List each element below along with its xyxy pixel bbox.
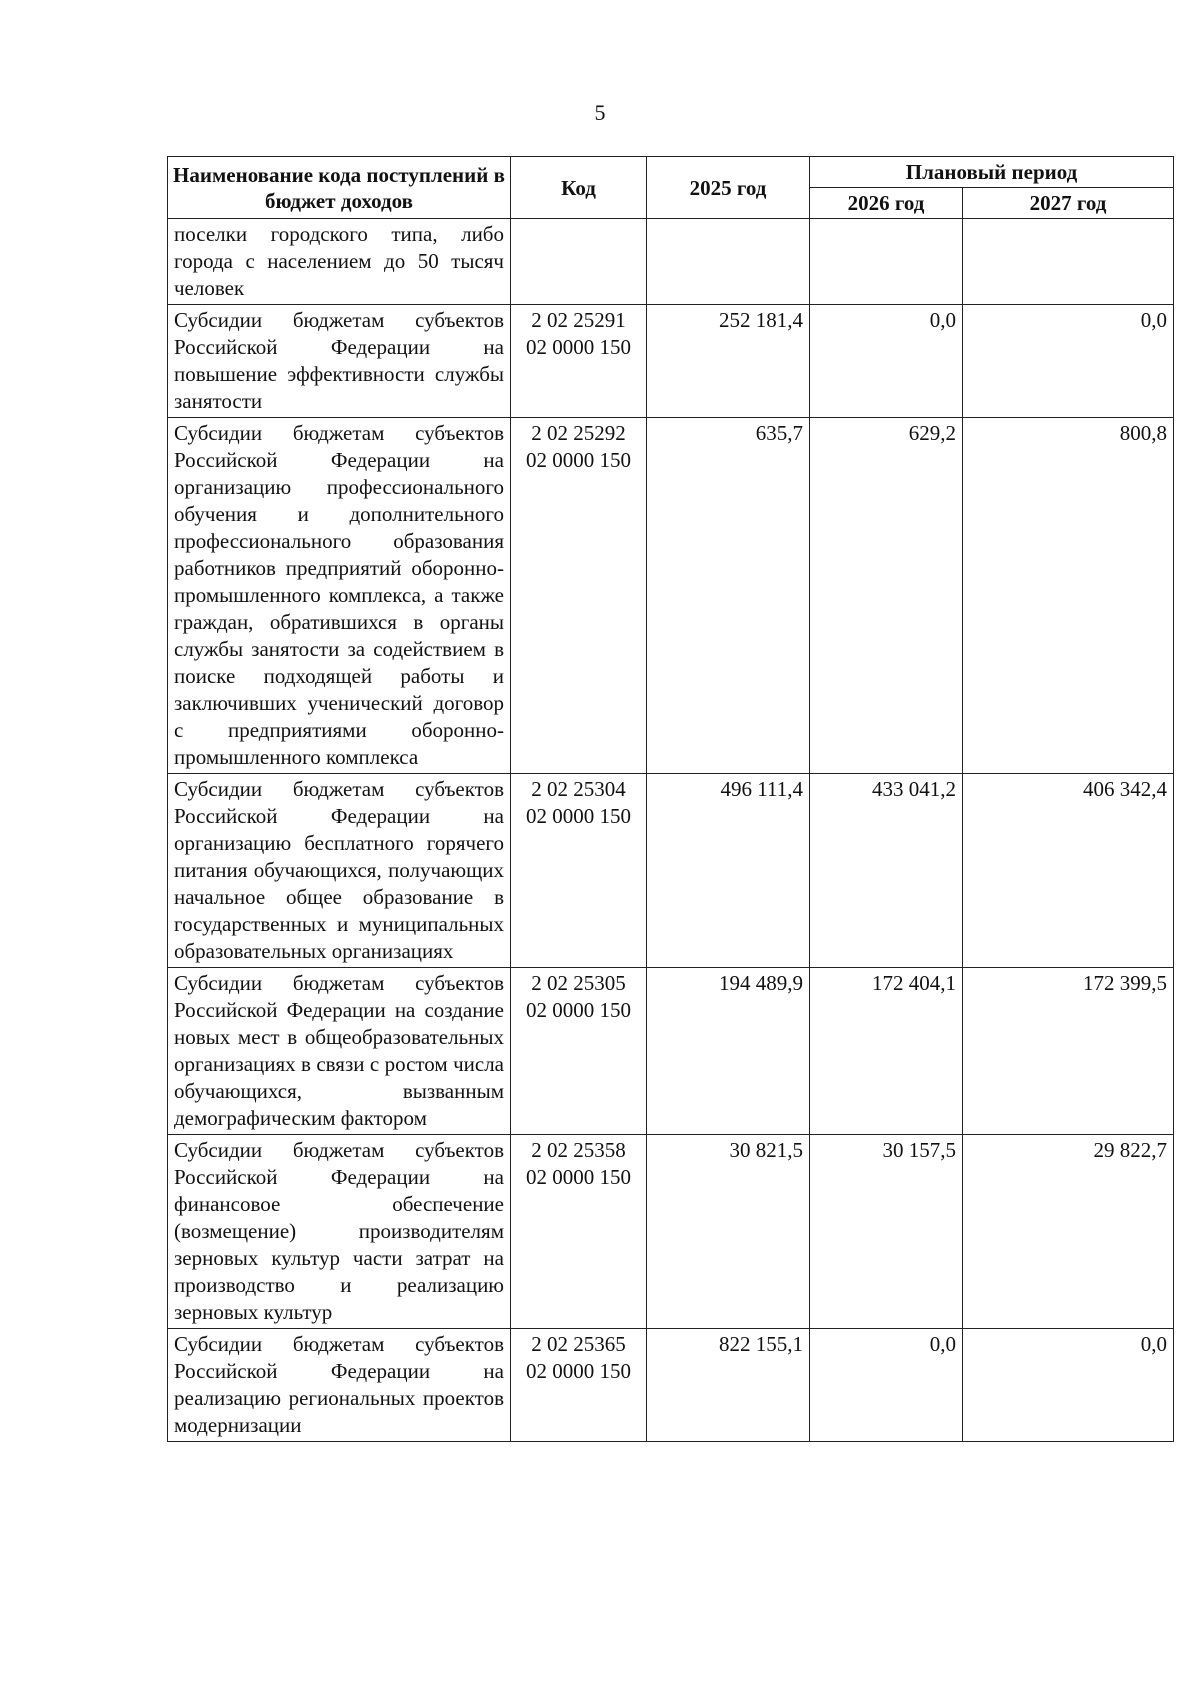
value-2025: 635,7 xyxy=(647,418,810,774)
revenue-code xyxy=(511,305,647,418)
revenue-name: Субсидии бюджетам субъектов Российской Федерации на организацию бесплатного горячего питания обучающихся, получающих начальное общее образование в государственных и муниципальных образовательных организациях xyxy=(168,774,511,968)
code-part-2: 02 0000 150 xyxy=(526,448,631,472)
revenue-code xyxy=(511,968,647,1135)
value-2027: 29 822,7 xyxy=(963,1135,1174,1329)
code-part-2: 02 0000 150 xyxy=(526,804,631,828)
table-row xyxy=(168,219,1174,305)
revenue-table xyxy=(167,156,1174,1442)
value-2027: 800,8 xyxy=(963,418,1174,774)
value-2027: 0,0 xyxy=(963,1329,1174,1442)
value-2026: 433 041,2 xyxy=(810,774,963,968)
revenue-code xyxy=(511,219,647,305)
value-2025: 822 155,1 xyxy=(647,1329,810,1442)
revenue-code xyxy=(511,1135,647,1329)
table-body xyxy=(168,219,1174,1442)
code-part-1: 2 02 25291 xyxy=(531,308,626,332)
table-row xyxy=(168,418,1174,774)
code-part-1: 2 02 25305 xyxy=(531,971,626,995)
table-row xyxy=(168,968,1174,1135)
value-2026 xyxy=(810,219,963,305)
revenue-name: Субсидии бюджетам субъектов Российской Федерации на создание новых мест в общеобразовательных организациях в связи с ростом числа обучающихся, вызванным демографическим фактором xyxy=(168,968,511,1135)
revenue-code xyxy=(511,774,647,968)
header-name: Наименование кода поступлений в бюджет доходов xyxy=(168,157,511,219)
table-row xyxy=(168,1135,1174,1329)
table-row xyxy=(168,1329,1174,1442)
revenue-name: поселки городского типа, либо города с населением до 50 тысяч человек xyxy=(168,219,511,305)
value-2026: 0,0 xyxy=(810,1329,963,1442)
revenue-name: Субсидии бюджетам субъектов Российской Федерации на повышение эффективности службы занятости xyxy=(168,305,511,418)
code-part-2: 02 0000 150 xyxy=(526,998,631,1022)
table-header xyxy=(168,157,1174,219)
revenue-name: Субсидии бюджетам субъектов Российской Федерации на финансовое обеспечение (возмещение) производителям зерновых культур части затрат на производство и реализацию зерновых культур xyxy=(168,1135,511,1329)
value-2027 xyxy=(963,219,1174,305)
value-2025: 194 489,9 xyxy=(647,968,810,1135)
table-row xyxy=(168,305,1174,418)
value-2025: 252 181,4 xyxy=(647,305,810,418)
code-part-1: 2 02 25358 xyxy=(531,1138,626,1162)
value-2025: 496 111,4 xyxy=(647,774,810,968)
code-part-1: 2 02 25365 xyxy=(531,1332,626,1356)
header-2026: 2026 год xyxy=(810,188,963,219)
value-2026: 629,2 xyxy=(810,418,963,774)
code-part-1: 2 02 25292 xyxy=(531,421,626,445)
code-part-2: 02 0000 150 xyxy=(526,1359,631,1383)
code-part-2: 02 0000 150 xyxy=(526,1165,631,1189)
header-code: Код xyxy=(511,157,647,219)
value-2027: 406 342,4 xyxy=(963,774,1174,968)
page-number: 5 xyxy=(594,100,606,125)
value-2026: 30 157,5 xyxy=(810,1135,963,1329)
header-planned-period: Плановый период xyxy=(810,157,1174,188)
revenue-code xyxy=(511,418,647,774)
revenue-name: Субсидии бюджетам субъектов Российской Федерации на организацию профессионального обучения и дополнительного профессионального образования работников предприятий оборонно-промышленного комплекса, а также граждан, обратившихся в органы службы занятости за содействием в поиске подходящей работы и заключивших ученический договор с предприятиями оборонно-промышленного комплекса xyxy=(168,418,511,774)
header-row-top xyxy=(168,157,1174,188)
value-2026: 0,0 xyxy=(810,305,963,418)
code-part-2: 02 0000 150 xyxy=(526,335,631,359)
value-2025: 30 821,5 xyxy=(647,1135,810,1329)
header-2025: 2025 год xyxy=(647,157,810,219)
value-2027: 172 399,5 xyxy=(963,968,1174,1135)
value-2026: 172 404,1 xyxy=(810,968,963,1135)
table-row xyxy=(168,774,1174,968)
code-part-1: 2 02 25304 xyxy=(531,777,626,801)
revenue-name: Субсидии бюджетам субъектов Российской Федерации на реализацию региональных проектов модернизации xyxy=(168,1329,511,1442)
revenue-code xyxy=(511,1329,647,1442)
value-2027: 0,0 xyxy=(963,305,1174,418)
header-2027: 2027 год xyxy=(963,188,1174,219)
value-2025 xyxy=(647,219,810,305)
